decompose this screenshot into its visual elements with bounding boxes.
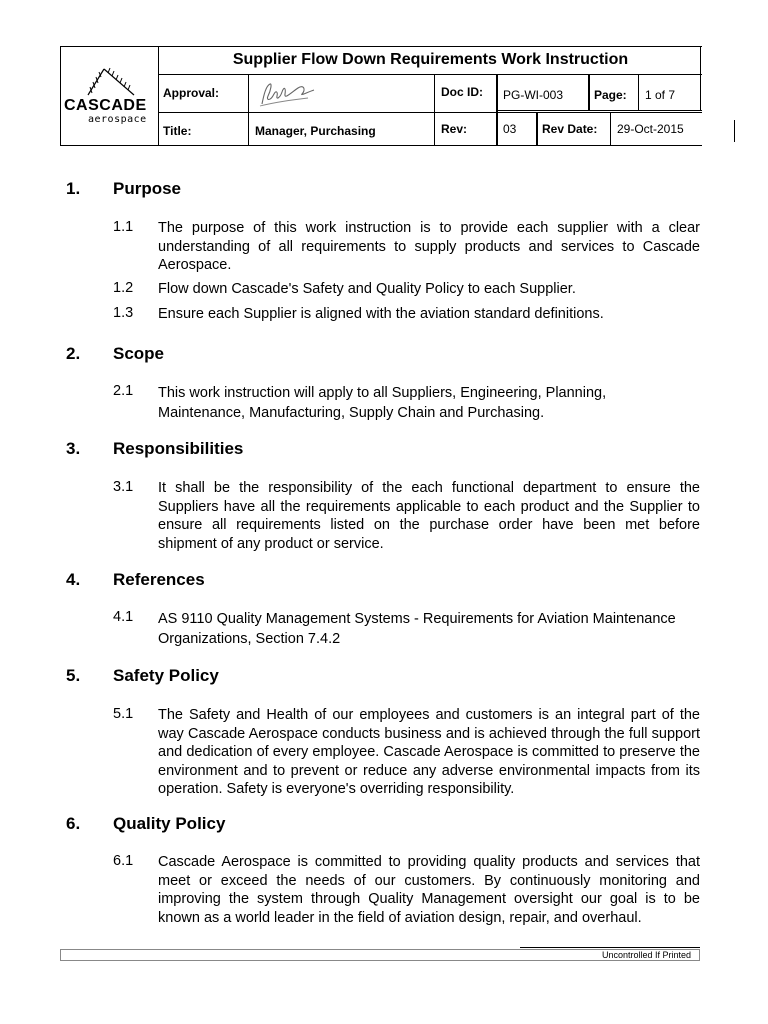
rev-value: 03 bbox=[503, 122, 517, 136]
item-text: It shall be the responsibility of the each functional department to ensure the Suppliers have all the requirements applicable to each product and the Supplier to ensure all requirements listed on the purchase order have been met before shipment of any product or service. bbox=[158, 480, 700, 552]
section-number: 2. bbox=[66, 344, 81, 363]
section-number: 3. bbox=[66, 439, 81, 458]
section-title-references: References bbox=[113, 570, 205, 589]
document-title: Supplier Flow Down Requirements Work Instruction bbox=[232, 51, 629, 68]
approval-label: Approval: bbox=[163, 86, 220, 100]
item-text: Cascade Aerospace is committed to providing quality products and services that meet or exceed the needs of our customers. By continuously monitoring and improving the system through Quality Management oversight our goal is to be known as a world leader in the field of aviation design, repair, and overhaul. bbox=[158, 854, 700, 926]
item-number: 6.1 bbox=[113, 853, 134, 869]
row-divider bbox=[496, 110, 702, 111]
item-number: 1.3 bbox=[113, 305, 134, 321]
section-number: 1. bbox=[66, 179, 81, 198]
footer-rule bbox=[520, 947, 700, 948]
item-number: 3.1 bbox=[113, 479, 134, 495]
text-cursor bbox=[734, 120, 735, 142]
item-text: Flow down Cascade's Safety and Quality Policy to each Supplier. bbox=[158, 281, 576, 297]
item-number: 4.1 bbox=[113, 609, 134, 625]
page-value: 1 of 7 bbox=[645, 88, 676, 102]
item-text: The purpose of this work instruction is to provide each supplier with a clear understanding of all requirements to supply products and services to Cascade Aerospace. bbox=[158, 220, 700, 273]
column-divider bbox=[610, 112, 611, 146]
section-number: 6. bbox=[66, 814, 81, 833]
right-border bbox=[700, 46, 701, 110]
item-number: 1.2 bbox=[113, 280, 134, 296]
item-text: This work instruction will apply to all Suppliers, Engineering, Planning, Maintenance, Manufacturing, Supply Chain and Purchasing. bbox=[158, 385, 607, 421]
approval-signature bbox=[258, 80, 318, 115]
column-divider bbox=[638, 74, 639, 110]
section-title-purpose: Purpose bbox=[113, 179, 182, 198]
doc-id-value: PG-WI-003 bbox=[503, 88, 564, 102]
page-footer bbox=[60, 949, 700, 961]
item-number: 2.1 bbox=[113, 383, 134, 399]
item-number: 5.1 bbox=[113, 706, 134, 722]
column-divider bbox=[248, 74, 249, 146]
title-value: Manager, Purchasing bbox=[255, 124, 376, 138]
row-divider bbox=[158, 112, 702, 113]
page-label: Page: bbox=[594, 88, 627, 102]
section-number: 4. bbox=[66, 570, 81, 589]
section-title-safety-policy: Safety Policy bbox=[113, 666, 219, 685]
item-text: AS 9110 Quality Management Systems - Requirements for Aviation Maintenance Organizations, Section 7.4.2 bbox=[158, 611, 676, 647]
item-text: Ensure each Supplier is aligned with the aviation standard definitions. bbox=[158, 306, 604, 322]
section-number: 5. bbox=[66, 666, 81, 685]
rev-date-value: 29-Oct-2015 bbox=[617, 122, 684, 136]
title-label: Title: bbox=[163, 124, 192, 138]
logo-subtitle: aerospace bbox=[88, 114, 147, 125]
logo-wordmark: CASCADE bbox=[64, 97, 147, 114]
section-title-quality-policy: Quality Policy bbox=[113, 814, 226, 833]
item-text: The Safety and Health of our employees and customers is an integral part of the way Cascade Aerospace conducts business and is achieved through the full support and dedication of every employee. Cascade Aerospace is committed to preserve the environment and to prevent or reduce any adverse environmental impacts from its operation. Safety is everyone's overriding responsibility. bbox=[158, 707, 700, 797]
section-title-responsibilities: Responsibilities bbox=[113, 439, 244, 458]
section-title-scope: Scope bbox=[113, 344, 165, 363]
doc-id-label: Doc ID: bbox=[441, 85, 483, 99]
title-row bbox=[159, 47, 702, 75]
rev-label: Rev: bbox=[441, 122, 468, 136]
item-number: 1.1 bbox=[113, 219, 134, 235]
column-divider bbox=[434, 74, 435, 146]
rev-date-label: Rev Date: bbox=[542, 122, 598, 136]
footer-uncontrolled-text: Uncontrolled If Printed bbox=[601, 950, 691, 960]
